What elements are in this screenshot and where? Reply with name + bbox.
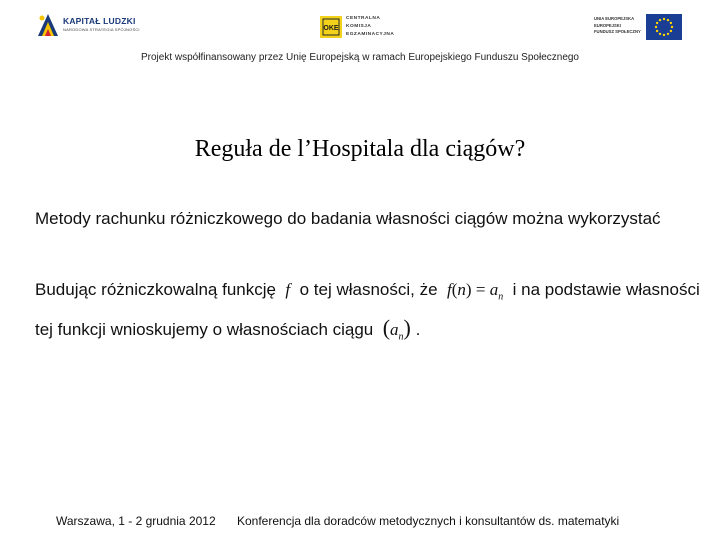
body-line-3	[35, 315, 420, 342]
formula-f-of-n: $f(n) = a_n$	[447, 280, 504, 303]
kapital-ludzki-logo	[36, 12, 140, 42]
formula-equals: =	[475, 280, 486, 299]
function-f-symbol: f	[285, 280, 291, 299]
kapital-ludzki-name: KAPITAŁ LUDZKI	[63, 16, 136, 26]
ckt-mark-text: OKE	[323, 25, 339, 32]
kapital-ludzki-flag-icon	[36, 12, 60, 38]
eu-line-2: EUROPEJSKI	[594, 22, 621, 28]
ckt-text	[346, 15, 394, 39]
sequence-a: a	[390, 320, 399, 339]
sequence-a-sub: n	[398, 331, 404, 343]
ckt-logo	[318, 12, 404, 42]
line2-text-b: o tej własności, że	[299, 280, 438, 299]
line3-end: .	[415, 320, 421, 339]
line2-text-a: Budując różniczkowalną funkcję	[35, 280, 276, 299]
formula-f: f	[447, 280, 452, 299]
formula-a: a	[489, 280, 499, 299]
ckt-mark-icon	[320, 16, 342, 38]
line3-text-a: tej funkcji wnioskujemy o własnościach ciągu	[35, 320, 374, 339]
eu-line-1: UNIA EUROPEJSKA	[594, 16, 635, 21]
slide-title: Reguła de l’Hospitala dla ciągów?	[194, 136, 526, 162]
kapital-ludzki-subtitle: NARODOWA STRATEGIA SPÓJNOŚCI	[63, 27, 140, 32]
eu-logo	[594, 14, 686, 40]
project-note: Projekt współfinansowany przez Unię Europejską w ramach Europejskiego Funduszu Społecznego	[140, 52, 579, 63]
formula-n: n	[457, 280, 466, 299]
line2-text-c: i na podstawie własności	[512, 280, 700, 299]
footer-place-date: Warszawa, 1 - 2 grudnia 2012	[56, 514, 216, 528]
ckt-line-2: KOMISJA	[346, 24, 372, 29]
ckt-line-1: CENTRALNA	[346, 16, 381, 21]
body-line-2	[35, 280, 700, 302]
eu-line-3: FUNDUSZ SPOŁECZNY	[594, 29, 641, 34]
body-line-1: Metody rachunku różniczkowego do badania własności ciągów można wykorzystać	[35, 209, 661, 228]
formula-a-sub: n	[498, 291, 504, 303]
ckt-line-3: EGZAMINACYJNA	[346, 32, 395, 37]
eu-flag-icon	[646, 14, 682, 40]
footer-conference: Konferencja dla doradców metodycznych i konsultantów ds. matematyki	[237, 514, 620, 528]
sequence-a-n: $(a_n)$	[382, 315, 411, 343]
eu-text	[594, 16, 641, 36]
